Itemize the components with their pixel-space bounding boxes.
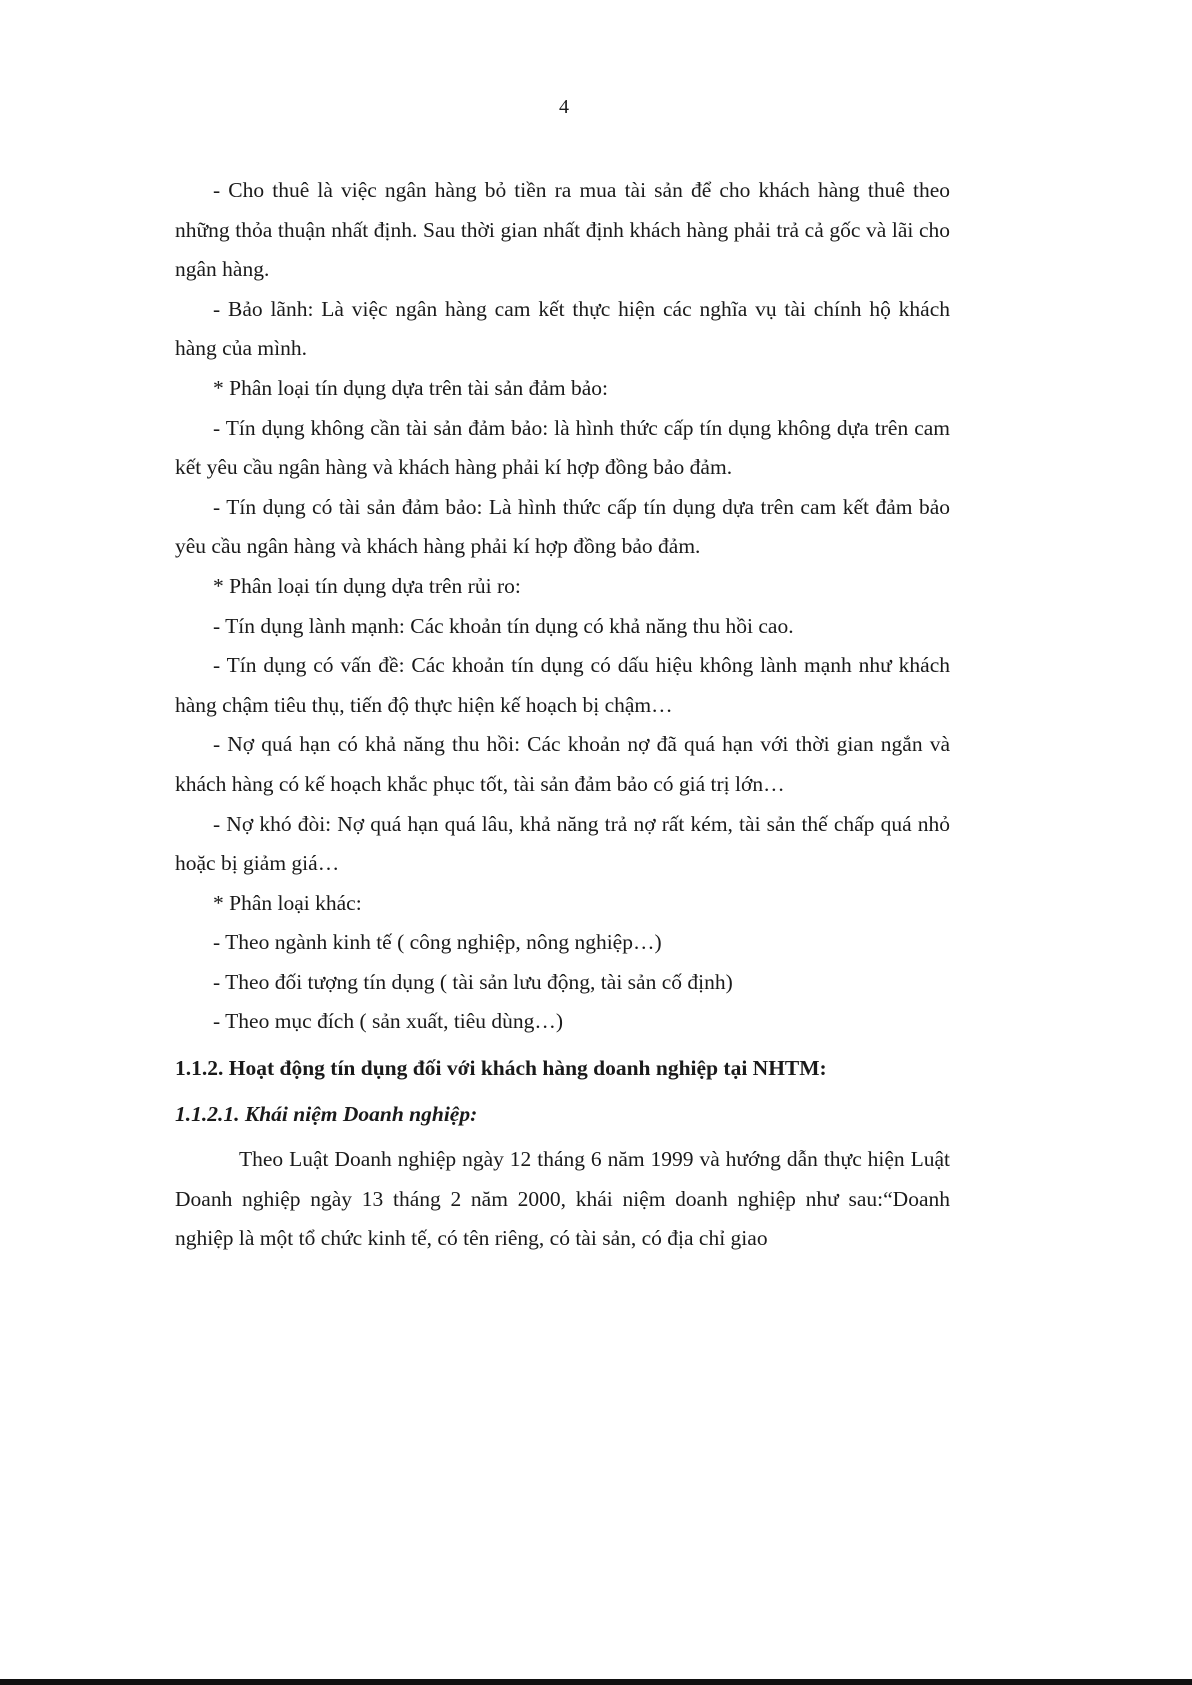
paragraph-secured-credit: - Tín dụng có tài sản đảm bảo: Là hình thức cấp tín dụng dựa trên cam kết đảm bảo yêu cầu ngân hàng và khách hàng phải kí hợp đồng bảo đảm. (175, 494, 950, 559)
paragraph-other-classification: * Phân loại khác: (213, 890, 362, 915)
paragraph-by-economic-sector: - Theo ngành kinh tế ( công nghiệp, nông nghiệp…) (213, 930, 662, 955)
paragraph-healthy-credit: - Tín dụng lành mạnh: Các khoản tín dụng có khả năng thu hồi cao. (213, 613, 794, 638)
paragraph-guarantee-definition: - Bảo lãnh: Là việc ngân hàng cam kết thực hiện các nghĩa vụ tài chính hộ khách hàng của mình. (175, 296, 950, 361)
page-number: 4 (559, 96, 569, 118)
paragraph-collateral-classification: * Phân loại tín dụng dựa trên tài sản đảm bảo: (213, 375, 608, 400)
paragraph-lease-definition: - Cho thuê là việc ngân hàng bỏ tiền ra mua tài sản để cho khách hàng thuê theo những thỏa thuận nhất định. Sau thời gian nhất định khách hàng phải trả cả gốc và lãi cho ngân hàng. (175, 178, 950, 282)
paragraph-by-purpose: - Theo mục đích ( sản xuất, tiêu dùng…) (213, 1009, 564, 1034)
paragraph-enterprise-definition: Theo Luật Doanh nghiệp ngày 12 tháng 6 năm 1999 và hướng dẫn thực hiện Luật Doanh nghiệp ngày 13 tháng 2 năm 2000, khái niệm doanh nghiệp như sau:“Doanh nghiệp là một tổ chức kinh tế, có tên riêng, có tài sản, có địa chỉ giao (175, 1147, 950, 1251)
paragraph-by-credit-object: - Theo đối tượng tín dụng ( tài sản lưu động, tài sản cố định) (213, 969, 733, 994)
paragraph-unsecured-credit: - Tín dụng không cần tài sản đảm bảo: là hình thức cấp tín dụng không dựa trên cam kết yêu cầu ngân hàng và khách hàng phải kí hợp đồng bảo đảm. (175, 415, 950, 480)
page-body (175, 171, 950, 1259)
paragraph-problem-credit: - Tín dụng có vấn đề: Các khoản tín dụng có dấu hiệu không lành mạnh như khách hàng chậm tiêu thụ, tiến độ thực hiện kế hoạch bị chậm… (175, 653, 950, 717)
subsection-heading: 1.1.2.1. Khái niệm Doanh nghiệp: (175, 1102, 478, 1127)
paragraph-overdue-recoverable: - Nợ quá hạn có khả năng thu hồi: Các khoản nợ đã quá hạn với thời gian ngắn và khách hàng có kế hoạch khắc phục tốt, tài sản đảm bảo có giá trị lớn… (175, 732, 950, 796)
bottom-edge-rule (0, 1679, 1192, 1685)
section-heading: 1.1.2. Hoạt động tín dụng đối với khách hàng doanh nghiệp tại NHTM: (175, 1056, 827, 1081)
paragraph-risk-classification: * Phân loại tín dụng dựa trên rủi ro: (213, 573, 521, 598)
paragraph-bad-debt: - Nợ khó đòi: Nợ quá hạn quá lâu, khả năng trả nợ rất kém, tài sản thế chấp quá nhỏ hoặc bị giảm giá… (175, 811, 950, 876)
